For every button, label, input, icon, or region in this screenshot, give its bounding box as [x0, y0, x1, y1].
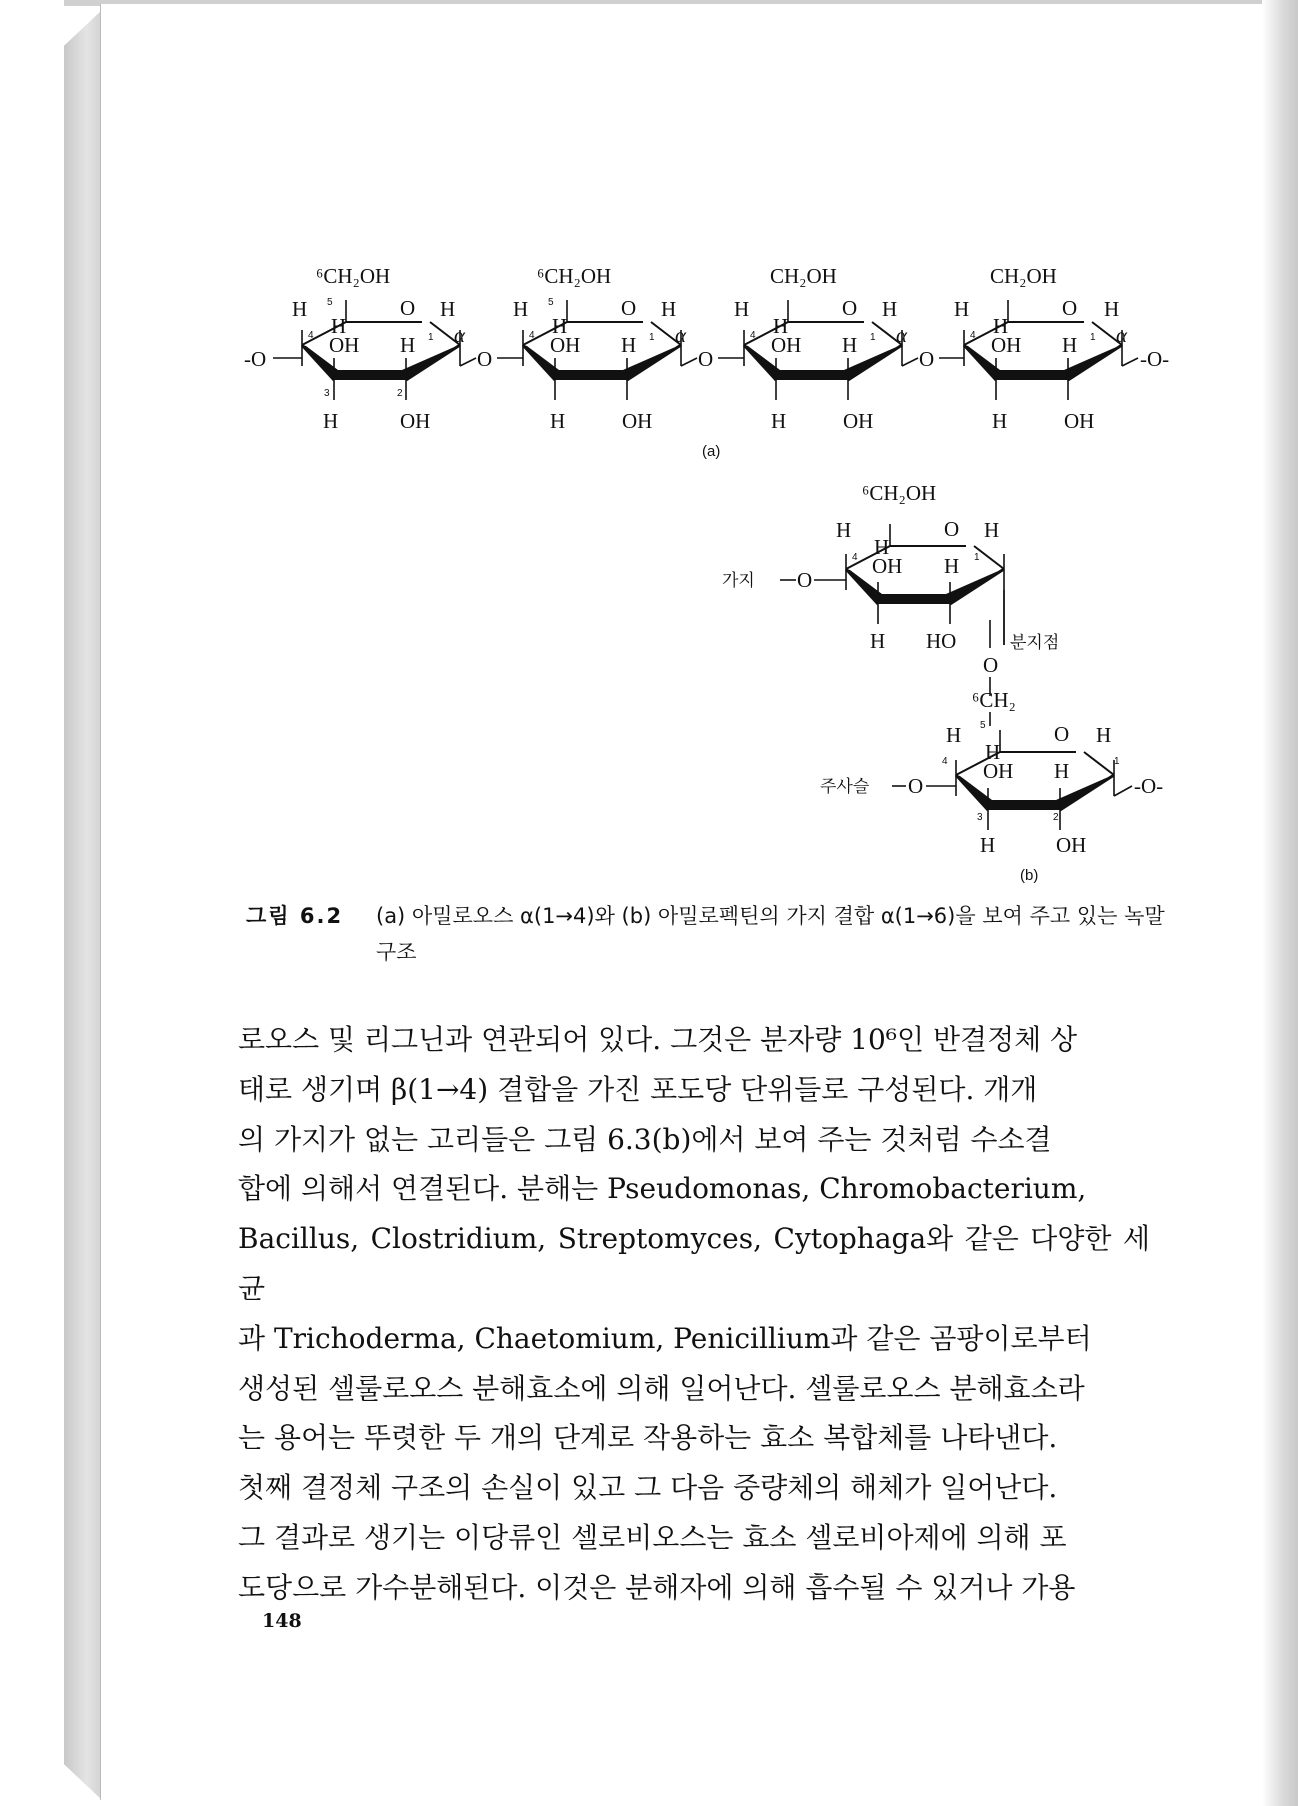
c6-label: ⁶CH₂ — [972, 688, 1016, 712]
amylose-chain — [244, 264, 1169, 460]
atom-h: H — [944, 554, 960, 578]
atom-h: H — [621, 333, 637, 357]
carbon-number: 4 — [529, 330, 535, 341]
c6-label: ⁶CH₂OH — [862, 481, 937, 505]
body-paragraph — [238, 1015, 1150, 1613]
chain-end-left: -O — [244, 347, 267, 371]
atom-h: H — [1054, 759, 1070, 783]
atom-h: H — [980, 833, 996, 857]
body-line: 태로 생기며 β(1→4) 결합을 가진 포도당 단위들로 구성된다. 개개 — [238, 1072, 1038, 1106]
ring-oxygen: O — [842, 296, 858, 320]
atom-h: H — [771, 409, 787, 433]
atom-oh: OH — [872, 554, 903, 578]
body-line: 로오스 및 리그닌과 연관되어 있다. 그것은 분자량 10⁶인 반결정체 상 — [238, 1023, 1078, 1056]
body-line: 그 결과로 생기는 이당류인 셀로비오스는 효소 셀로비아제에 의해 포 — [238, 1520, 1067, 1554]
carbon-number: 5 — [327, 297, 333, 308]
atom-h: H — [984, 518, 1000, 542]
caption-label: 그림 6.2 — [246, 904, 344, 928]
atom-h: H — [661, 297, 677, 321]
carbon-number: 4 — [852, 552, 858, 563]
glucose-unit-a1 — [302, 300, 460, 400]
carbon-number: 3 — [977, 812, 983, 823]
atom-oh: OH — [771, 333, 802, 357]
atom-h: H — [946, 723, 962, 747]
carbon-number: 1 — [870, 332, 876, 343]
atom-oh: OH — [843, 409, 874, 433]
caption-text: (a) 아밀로오스 α(1→4)와 (b) 아밀로펙틴의 가지 결합 α(1→6)을 보여 주고 있는 녹말 구조 — [376, 904, 1165, 964]
ring-oxygen: O — [1062, 296, 1078, 320]
body-line: Bacillus, Clostridium, Streptomyces, Cytophaga와 같은 다양한 세균 — [238, 1222, 1150, 1305]
c6-label: ⁶CH₂OH — [537, 264, 612, 288]
atom-ho: HO — [926, 629, 957, 653]
atom-h: H — [985, 740, 1001, 764]
carbon-number: 1 — [649, 332, 655, 343]
carbon-number: 4 — [970, 330, 976, 341]
carbon-number: 1 — [1114, 756, 1120, 767]
main-chain-label: 주사슬 — [820, 777, 870, 797]
alpha-label: α — [675, 323, 687, 347]
atom-h: H — [993, 314, 1009, 338]
atom-h: H — [842, 333, 858, 357]
carbon-number: 4 — [308, 330, 314, 341]
branch-unit — [846, 524, 1004, 624]
atom-oh: OH — [329, 333, 360, 357]
atom-h: H — [292, 297, 308, 321]
atom-oh: OH — [400, 409, 431, 433]
atom-oh: OH — [1056, 833, 1087, 857]
glycosidic-oxygen: O — [477, 347, 493, 371]
atom-h: H — [882, 297, 898, 321]
amylopectin-branch — [722, 481, 1163, 884]
body-line: 생성된 셀룰로오스 분해효소에 의해 일어난다. 셀룰로오스 분해효소라 — [238, 1371, 1085, 1405]
atom-oh: OH — [1064, 409, 1095, 433]
c6-label: CH₂OH — [770, 264, 837, 288]
carbon-number: 4 — [942, 756, 948, 767]
carbon-number: 3 — [324, 388, 330, 399]
c6-label: ⁶CH₂OH — [316, 264, 391, 288]
carbon-number: 1 — [428, 332, 434, 343]
body-line: 첫째 결정체 구조의 손실이 있고 그 다음 중량체의 해체가 일어난다. — [238, 1471, 1058, 1505]
carbon-number: 4 — [750, 330, 756, 341]
glucose-unit-a3 — [744, 300, 902, 400]
atom-h: H — [1104, 297, 1120, 321]
branch-linking-oxygen: O — [797, 568, 813, 592]
atom-oh: OH — [991, 333, 1022, 357]
atom-h: H — [400, 333, 416, 357]
body-line: 의 가지가 없는 고리들은 그림 6.3(b)에서 보여 주는 것처럼 수소결 — [238, 1122, 1052, 1156]
glucose-unit-a2 — [523, 300, 681, 400]
glycosidic-oxygen: O — [919, 347, 935, 371]
body-line: 는 용어는 뚜렷한 두 개의 단계로 작용하는 효소 복합체를 나타낸다. — [238, 1421, 1058, 1455]
atom-h: H — [836, 518, 852, 542]
atom-oh: OH — [983, 759, 1014, 783]
atom-oh: OH — [550, 333, 581, 357]
atom-h: H — [874, 535, 890, 559]
carbon-number: 5 — [980, 720, 986, 731]
ring-oxygen: O — [400, 296, 416, 320]
atom-h: H — [323, 409, 339, 433]
glucose-unit-a4 — [964, 300, 1122, 400]
atom-h: H — [440, 297, 456, 321]
alpha-label: α — [1116, 323, 1128, 347]
alpha-label: α — [896, 323, 908, 347]
branch-point-label: 분지점 — [1010, 633, 1060, 653]
carbon-number: 2 — [397, 388, 403, 399]
atom-h: H — [552, 314, 568, 338]
carbon-number: 5 — [548, 297, 554, 308]
atom-h: H — [773, 314, 789, 338]
alpha-1-6-oxygen: O — [983, 653, 999, 677]
c6-label: CH₂OH — [990, 264, 1057, 288]
carbon-number: 1 — [974, 552, 980, 563]
atom-h: H — [870, 629, 886, 653]
carbon-number: 2 — [1053, 812, 1059, 823]
body-line: 도당으로 가수분해된다. 이것은 분해자에 의해 흡수될 수 있거나 가용 — [238, 1570, 1076, 1604]
glycosidic-oxygen: O — [698, 347, 714, 371]
panel-b-label: (b) — [1020, 867, 1039, 884]
main-chain-oxygen: O — [908, 774, 924, 798]
alpha-label: α — [454, 323, 466, 347]
branch-label: 가지 — [722, 571, 755, 591]
chain-end-right: -O- — [1140, 347, 1170, 371]
atom-h: H — [331, 314, 347, 338]
atom-h: H — [734, 297, 750, 321]
carbon-number: 1 — [1090, 332, 1096, 343]
atom-h: H — [1096, 723, 1112, 747]
chain-end-right: -O- — [1134, 774, 1164, 798]
body-line: 합에 의해서 연결된다. 분해는 Pseudomonas, Chromobacterium, — [238, 1172, 1087, 1206]
atom-h: H — [992, 409, 1008, 433]
atom-h: H — [1062, 333, 1078, 357]
ring-oxygen: O — [944, 517, 960, 541]
panel-a-label: (a) — [702, 443, 721, 460]
body-line: 과 Trichoderma, Chaetomium, Penicillium과 같은 곰팡이로부터 — [238, 1321, 1092, 1355]
ring-oxygen: O — [621, 296, 637, 320]
atom-h: H — [954, 297, 970, 321]
page-number: 148 — [262, 1610, 302, 1632]
atom-h: H — [513, 297, 529, 321]
figure-caption — [246, 898, 1166, 970]
ring-oxygen: O — [1054, 722, 1070, 746]
atom-oh: OH — [622, 409, 653, 433]
atom-h: H — [550, 409, 566, 433]
